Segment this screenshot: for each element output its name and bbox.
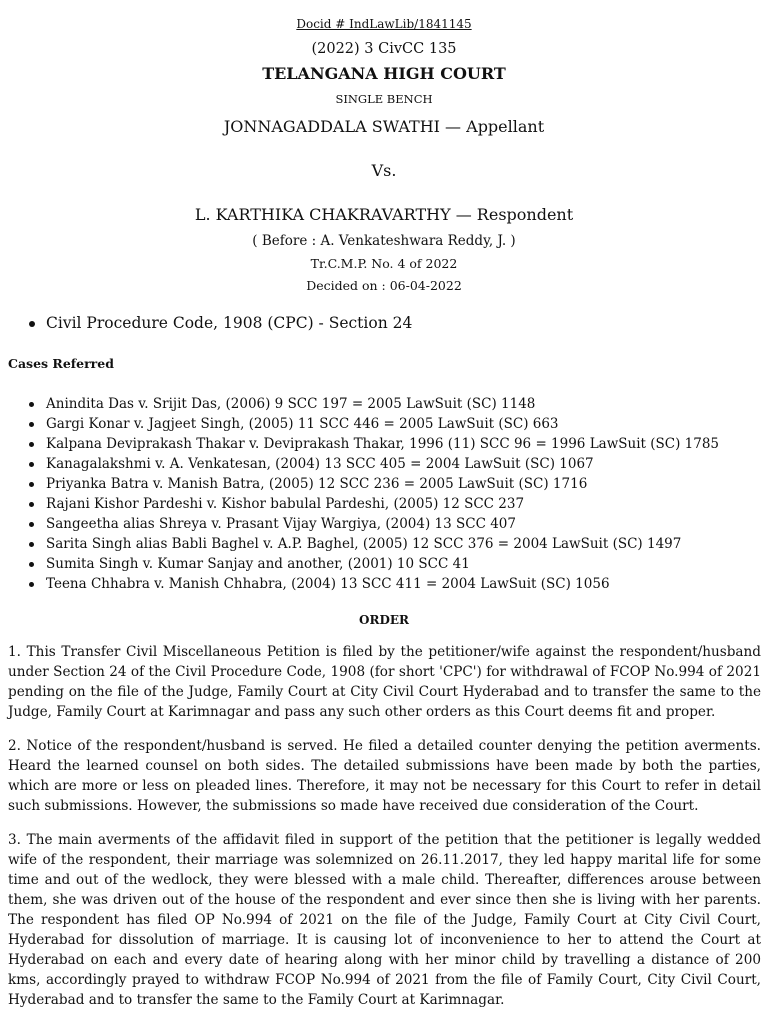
cases-referred-heading: Cases Referred bbox=[8, 356, 114, 371]
case-number: Tr.C.M.P. No. 4 of 2022 bbox=[310, 256, 458, 271]
decision-date: Decided on : 06-04-2022 bbox=[306, 278, 462, 293]
order-paragraph-2: 2. Notice of the respondent/husband is served. He filed a detailed counter denying the petition averments. Heard the learned counsel on both sides. The detailed submissions have been made by both the parties, which are more or less on pleaded lines. Therefore, it may not be necessary for this Court to refer in detail such submissions. However, the submissions so made have received due consideration of the Court. bbox=[8, 738, 761, 814]
case-item: Sarita Singh alias Babli Baghel v. A.P. Baghel, (2005) 12 SCC 376 = 2004 LawSuit (SC) 1497 bbox=[46, 534, 719, 554]
case-item: Gargi Konar v. Jagjeet Singh, (2005) 11 SCC 446 = 2005 LawSuit (SC) 663 bbox=[46, 414, 719, 434]
case-item: Sangeetha alias Shreya v. Prasant Vijay Wargiya, (2004) 13 SCC 407 bbox=[46, 514, 719, 534]
case-item: Kalpana Deviprakash Thakar v. Deviprakash Thakar, 1996 (11) SCC 96 = 1996 LawSuit (SC) 1785 bbox=[46, 436, 719, 452]
order-paragraph-3: 3. The main averments of the affidavit filed in support of the petition that the petitioner is legally wedded wife of the respondent, their marriage was solemnized on 26.11.2017, they led happy marital life for some time and out of the wedlock, they were blessed with a male child. Thereafter, differences arouse between them, she was driven out of the house of the respondent and ever since then she is living with her parents. The respondent has filed OP No.994 of 2021 on the file of the Judge, Family Court at City Civil Court, Hyderabad for dissolution of marriage. It is causing lot of inconvenience to her to attend the Court at Hyderabad on each and every date of hearing along with her minor child by travelling a distance of 200 kms, accordingly prayed to withdraw FCOP No.994 of 2021 from the file of Family Court, City Civil Court, Hyderabad and to transfer the same to the Family Court at Karimnagar. bbox=[8, 832, 761, 1008]
cases-referred-list bbox=[46, 394, 719, 594]
order-heading: ORDER bbox=[359, 613, 409, 627]
case-item: Rajani Kishor Pardeshi v. Kishor babulal Pardeshi, (2005) 12 SCC 237 bbox=[46, 494, 719, 514]
appellant: JONNAGADDALA SWATHI — Appellant bbox=[223, 117, 545, 136]
court-name: TELANGANA HIGH COURT bbox=[262, 64, 506, 83]
bench-type: SINGLE BENCH bbox=[335, 92, 433, 106]
case-item: Kanagalakshmi v. A. Venkatesan, (2004) 13 SCC 405 = 2004 LawSuit (SC) 1067 bbox=[46, 454, 719, 474]
case-item: Teena Chhabra v. Manish Chhabra, (2004) 13 SCC 411 = 2004 LawSuit (SC) 1056 bbox=[46, 574, 719, 594]
statute-item: Civil Procedure Code, 1908 (CPC) - Section 24 bbox=[46, 314, 413, 332]
citation: (2022) 3 CivCC 135 bbox=[311, 41, 457, 57]
case-item: Sumita Singh v. Kumar Sanjay and another, (2001) 10 SCC 41 bbox=[46, 554, 719, 574]
bench-judge: ( Before : A. Venkateshwara Reddy, J. ) bbox=[252, 233, 516, 249]
statute-list bbox=[46, 313, 412, 333]
respondent: L. KARTHIKA CHAKRAVARTHY — Respondent bbox=[194, 205, 574, 224]
versus: Vs. bbox=[371, 161, 397, 180]
case-item: Priyanka Batra v. Manish Batra, (2005) 12 SCC 236 = 2005 LawSuit (SC) 1716 bbox=[46, 474, 719, 494]
case-item: Anindita Das v. Srijit Das, (2006) 9 SCC 197 = 2005 LawSuit (SC) 1148 bbox=[46, 394, 719, 414]
order-paragraph-1: 1. This Transfer Civil Miscellaneous Petition is filed by the petitioner/wife against the respondent/husband under Section 24 of the Civil Procedure Code, 1908 (for short 'CPC') for withdrawal of FCOP No.994 of 2021 pending on the file of the Judge, Family Court at City Civil Court Hyderabad and to transfer the same to the Judge, Family Court at Karimnagar and pass any such other orders as this Court deems fit and proper. bbox=[8, 644, 761, 720]
doc-id: Docid # IndLawLib/1841145 bbox=[296, 17, 472, 31]
